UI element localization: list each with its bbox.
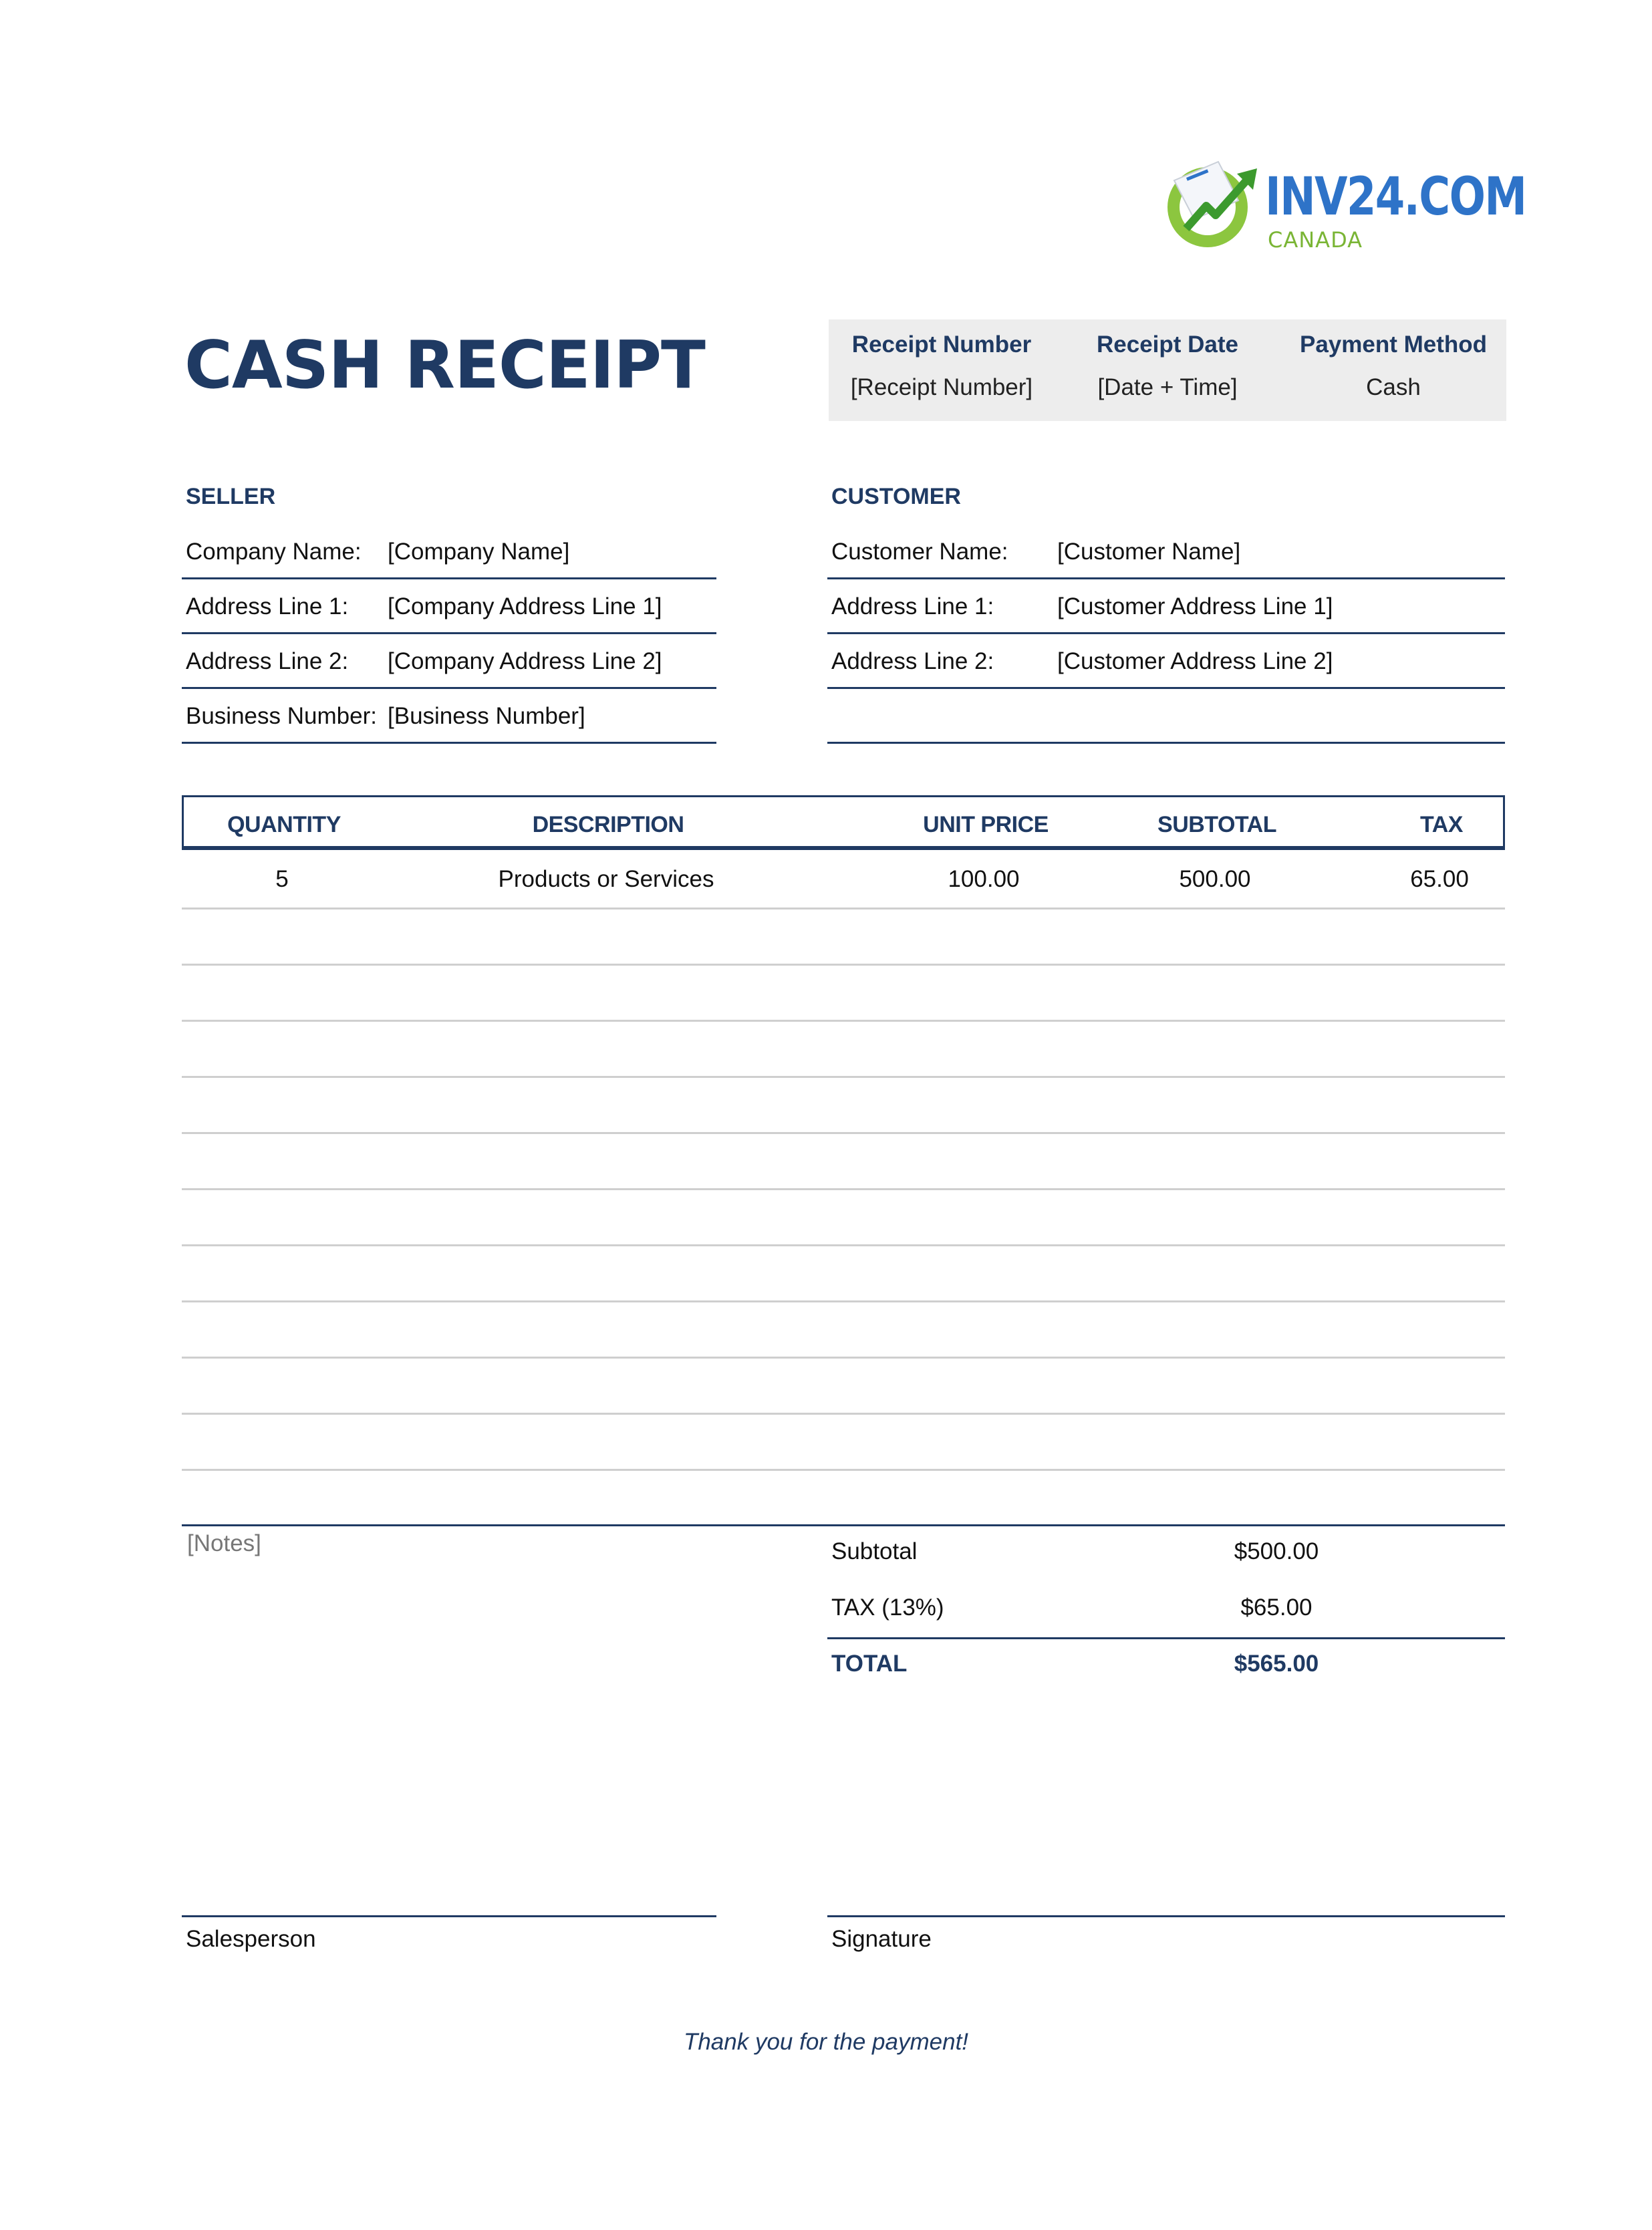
item-unit-price: 100.00 [948,866,1020,892]
col-quantity-header: QUANTITY [227,812,341,837]
document-title: CASH RECEIPT [184,327,705,404]
customer-address1-label: Address Line 1: [831,593,994,619]
payment-method-value: Cash [1366,374,1421,400]
table-row-divider [182,964,1505,966]
seller-row-divider [182,687,716,689]
payment-method-col [1280,319,1506,401]
subtotal-label: Subtotal [831,1538,918,1564]
logo-sub-text: CANADA [1268,227,1363,253]
seller-row-divider [182,577,716,579]
customer-row-divider [827,687,1505,689]
company-logo [1159,154,1526,254]
items-table-header [182,795,1505,850]
table-row-divider [182,1020,1505,1022]
payment-method-header: Payment Method [1299,331,1488,358]
table-row-divider [182,1132,1505,1134]
logo-brand-text: INV24.COM [1265,167,1526,227]
item-quantity: 5 [275,866,289,892]
thank-you-message: Thank you for the payment! [683,2029,969,2055]
seller-row-divider [182,632,716,634]
seller-address1-value: [Company Address Line 1] [388,593,662,619]
col-subtotal-header: SUBTOTAL [1157,812,1276,837]
seller-address2-value: [Company Address Line 2] [388,648,662,674]
salesperson-label: Salesperson [186,1926,316,1952]
seller-company-name-value: [Company Name] [388,539,570,565]
item-tax: 65.00 [1410,866,1469,892]
total-label: TOTAL [831,1651,908,1677]
receipt-date-header: Receipt Date [1096,331,1239,358]
customer-signature-line [827,1915,1505,1917]
receipt-number-value: [Receipt Number] [850,374,1033,400]
col-tax-header: TAX [1420,812,1463,837]
customer-row-divider [827,742,1505,744]
receipt-info-box [829,319,1506,421]
table-row-divider [182,1188,1505,1190]
seller-business-number-value: [Business Number] [388,703,585,729]
signature-label: Signature [831,1926,932,1952]
receipt-number-header: Receipt Number [851,331,1032,358]
customer-name-label: Customer Name: [831,539,1008,565]
salesperson-signature-line [182,1915,716,1917]
receipt-number-col [829,319,1055,401]
table-row-divider [182,1469,1505,1471]
subtotal-value: $500.00 [1234,1538,1319,1564]
col-description-header: DESCRIPTION [532,812,684,837]
logo-emblem-icon [1159,154,1266,254]
seller-address2-label: Address Line 2: [186,648,349,674]
table-row-divider [182,1076,1505,1078]
customer-row-divider [827,577,1505,579]
customer-address2-label: Address Line 2: [831,648,994,674]
seller-heading: SELLER [186,484,276,509]
customer-address1-value: [Customer Address Line 1] [1057,593,1333,619]
table-row-divider [182,1300,1505,1302]
table-row-divider [182,1413,1505,1415]
item-description: Products or Services [498,866,714,892]
seller-address1-label: Address Line 1: [186,593,349,619]
seller-business-number-label: Business Number: [186,703,377,729]
customer-row-divider [827,632,1505,634]
receipt-date-col [1055,319,1280,401]
table-row-divider [182,1244,1505,1246]
total-value: $565.00 [1234,1651,1319,1677]
table-row-divider [182,1357,1505,1359]
table-row-divider [182,908,1505,910]
table-bottom-rule [182,1524,1505,1526]
customer-heading: CUSTOMER [831,484,961,509]
tax-label: TAX (13%) [831,1594,944,1621]
receipt-date-value: [Date + Time] [1097,374,1238,400]
tax-value: $65.00 [1240,1594,1313,1621]
col-unit-price-header: UNIT PRICE [923,812,1049,837]
totals-divider [827,1637,1505,1639]
notes-text: [Notes] [187,1530,261,1556]
seller-company-name-label: Company Name: [186,539,362,565]
customer-address2-value: [Customer Address Line 2] [1057,648,1333,674]
customer-name-value: [Customer Name] [1057,539,1241,565]
seller-row-divider [182,742,716,744]
item-subtotal: 500.00 [1179,866,1251,892]
